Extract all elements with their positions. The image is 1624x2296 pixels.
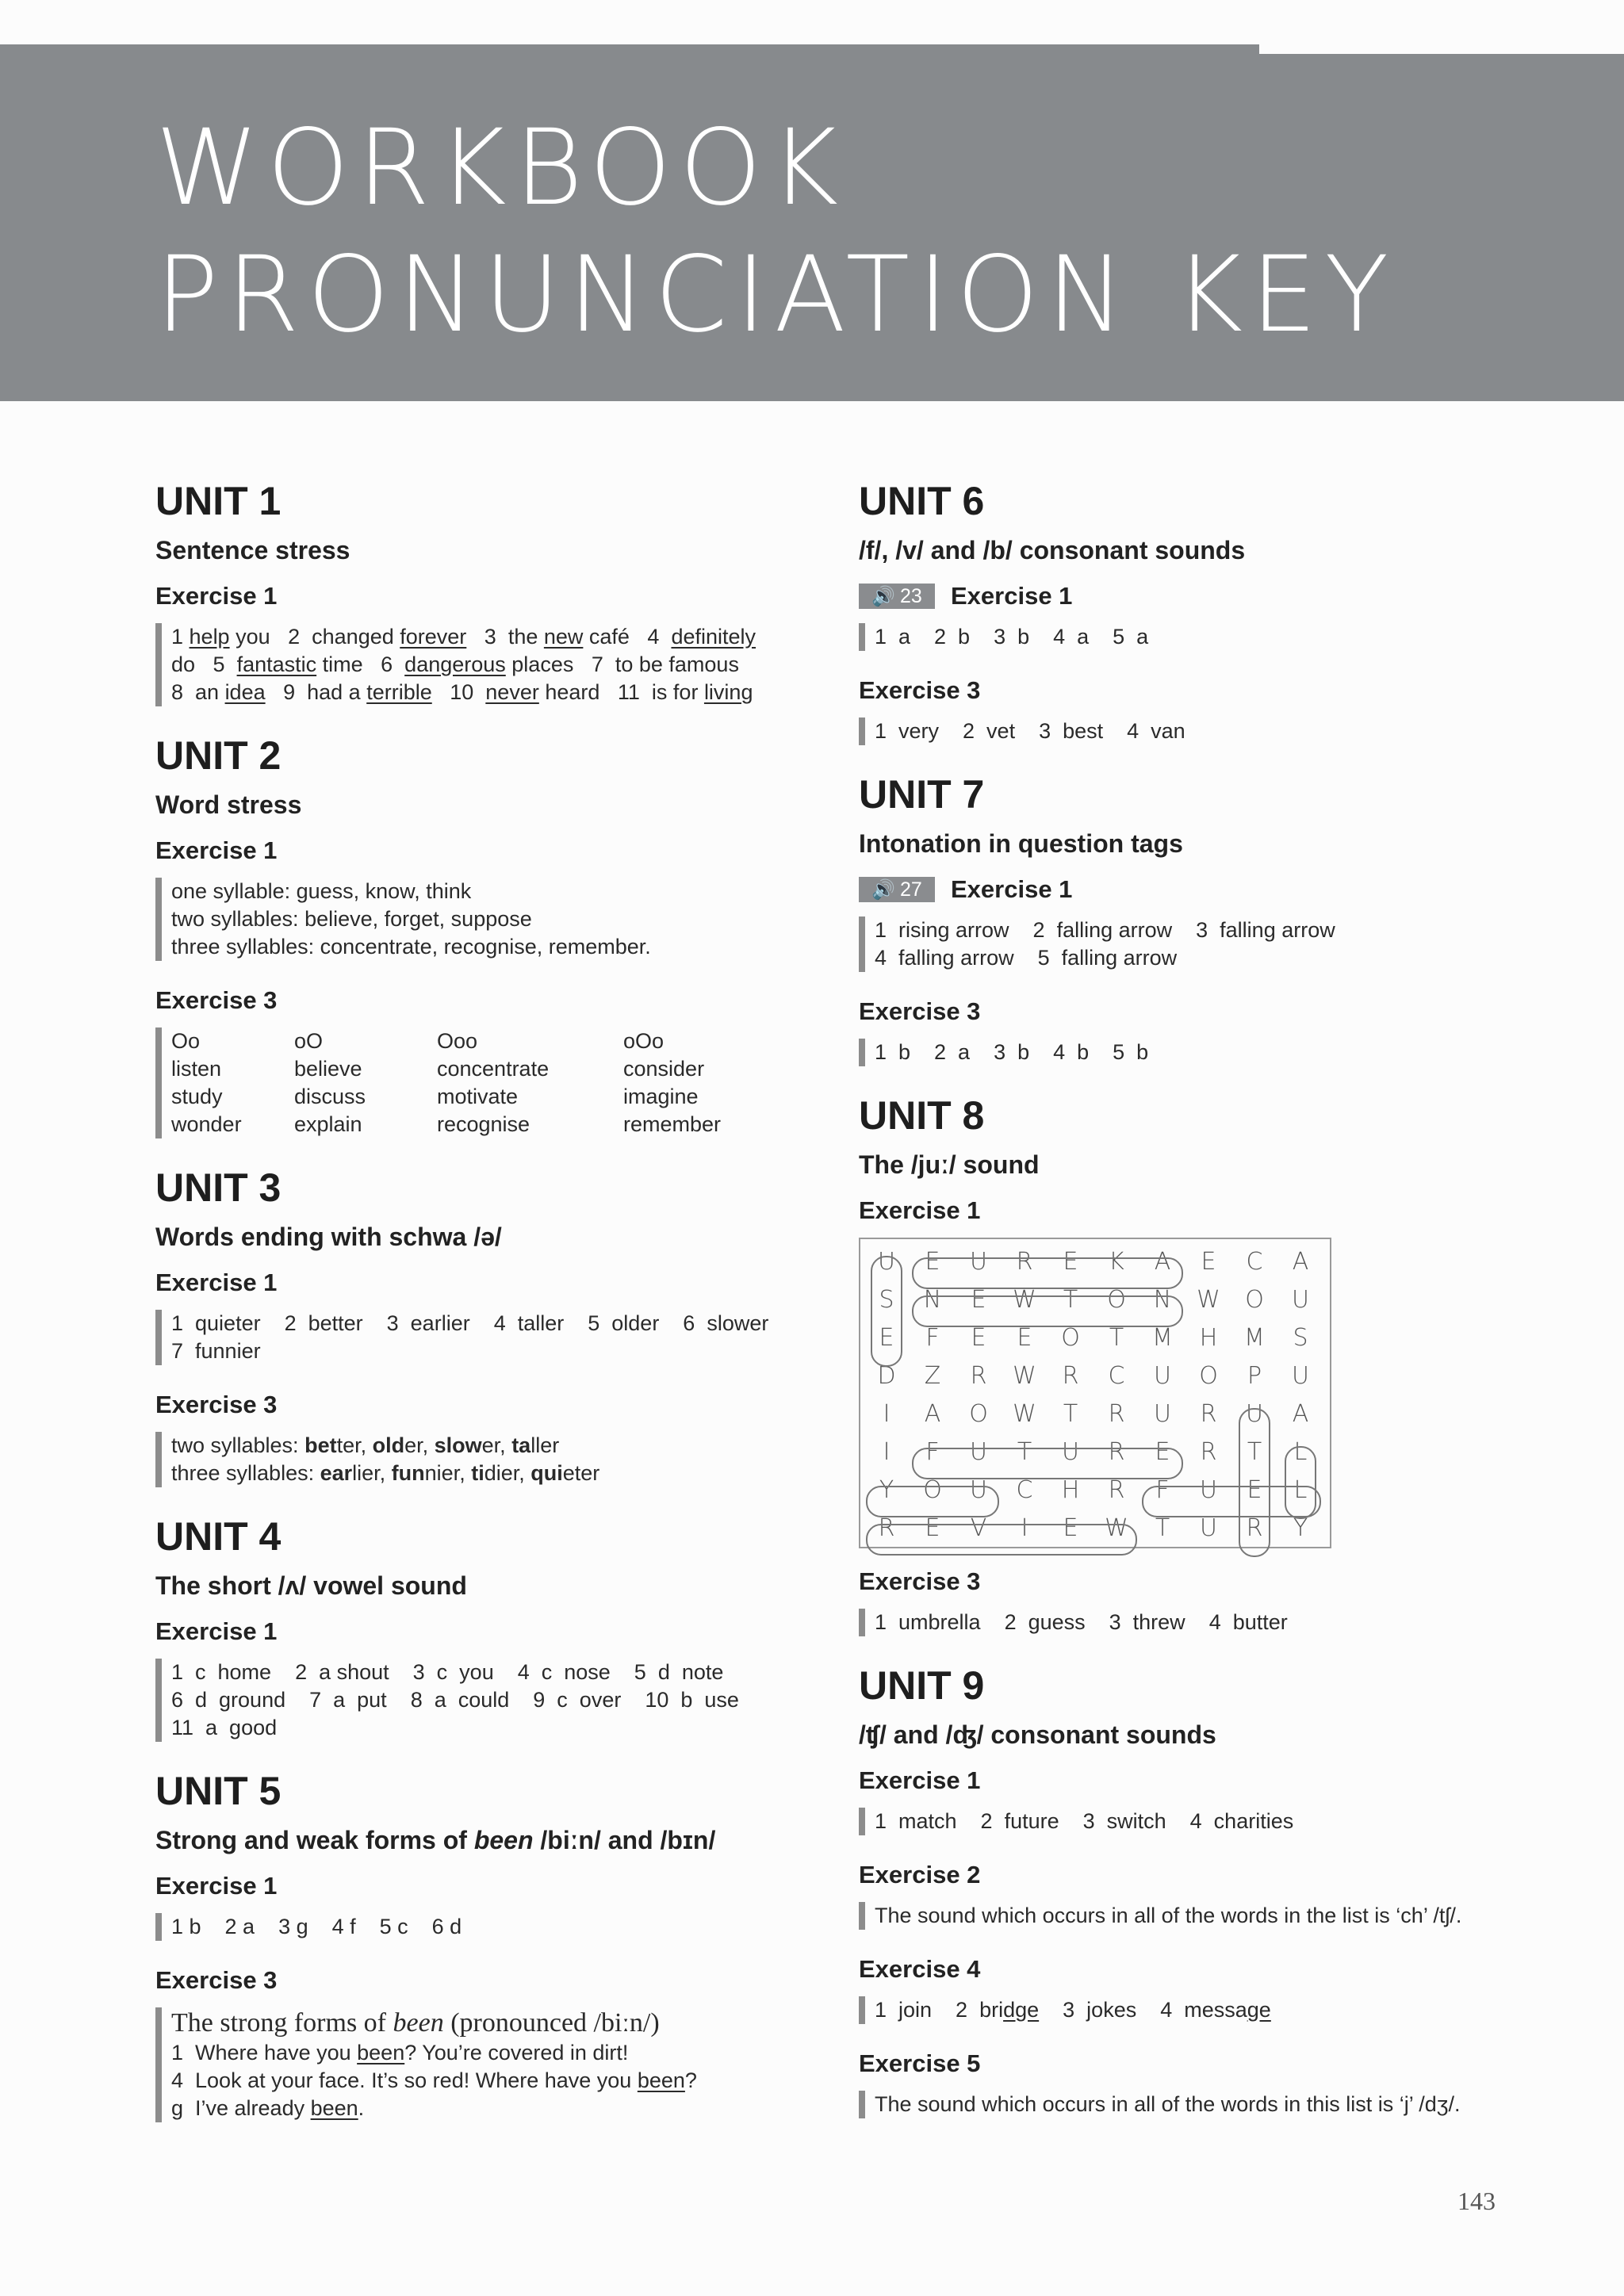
exercise-heading xyxy=(155,1965,806,1996)
exercise-title: Exercise 1 xyxy=(859,1196,981,1224)
table-cell: motivate xyxy=(437,1085,519,1108)
unit-topic: /ʧ/ and /ʤ/ consonant sounds xyxy=(859,1720,1216,1749)
wordsearch-letter: A xyxy=(1154,1247,1171,1276)
answer-line xyxy=(171,2039,806,2067)
underlined-stress: never xyxy=(485,680,539,704)
wordsearch-letter: N xyxy=(1153,1285,1172,1314)
answer-text: 3 jokes 4 messa xyxy=(1039,1998,1247,2022)
unit-heading: UNIT 8 xyxy=(859,1093,985,1138)
answer-block xyxy=(155,623,806,706)
table-cell: oO xyxy=(294,1029,324,1053)
answer-text: three syllables: xyxy=(171,1461,320,1485)
audio-track-badge xyxy=(859,877,935,902)
table-cell: believe xyxy=(294,1057,362,1081)
unit-topic: Sentence stress xyxy=(155,536,350,564)
wordsearch-letter: R xyxy=(1200,1437,1217,1466)
answer-text: lier, xyxy=(352,1461,392,1485)
underlined-stress: fantastic xyxy=(236,652,317,676)
underlined-stress: idea xyxy=(224,680,266,704)
answer-text: two syllables: xyxy=(171,1433,305,1457)
audio-track-badge xyxy=(859,584,935,609)
exercise-title: Exercise 1 xyxy=(155,1269,278,1296)
emphasis-been: been xyxy=(473,1826,534,1854)
underlined-stress: been xyxy=(637,2068,685,2092)
answer-block xyxy=(859,718,1525,745)
answer-line xyxy=(875,944,1525,972)
wordsearch-letter: O xyxy=(1199,1361,1218,1390)
wordsearch-letter: W xyxy=(1013,1399,1036,1428)
wordsearch-letter: T xyxy=(1109,1323,1124,1352)
wordsearch-letter: C xyxy=(1016,1475,1033,1504)
underlined-stress: definitely xyxy=(671,625,756,649)
answer-line xyxy=(171,878,806,905)
page-number: 143 xyxy=(1457,2187,1496,2215)
unit-heading: UNIT 4 xyxy=(155,1514,282,1559)
answer-text: The sound which occurs in all of the words in this list is ‘j’ /dʒ/. xyxy=(875,2092,1461,2116)
answer-line xyxy=(875,1039,1525,1066)
wordsearch-letter: E xyxy=(971,1285,986,1314)
answer-block xyxy=(155,1659,806,1742)
page-title xyxy=(155,105,1396,358)
answer-line xyxy=(171,933,806,961)
exercise-title: Exercise 3 xyxy=(859,676,981,704)
page-title-line-2: PRONUNCIATION KEY xyxy=(155,234,1397,356)
answer-line xyxy=(875,916,1525,944)
wordsearch-letter: R xyxy=(1016,1247,1033,1276)
unit-heading: UNIT 3 xyxy=(155,1165,282,1210)
exercise-heading xyxy=(859,1566,1525,1598)
exercise-title: Exercise 1 xyxy=(859,1766,981,1794)
answer-text: three syllables: concentrate, recognise, remember. xyxy=(171,935,651,959)
unit-topic: The /juː/ sound xyxy=(859,1150,1040,1179)
wordsearch-letter: S xyxy=(1293,1323,1308,1352)
answer-line xyxy=(875,1996,1525,2024)
exercise-title: Exercise 1 xyxy=(155,1872,278,1900)
unit-heading: UNIT 2 xyxy=(155,733,282,778)
underlined-stress: living xyxy=(703,680,753,704)
table-cell: remember xyxy=(623,1112,722,1136)
exercise-title: Exercise 4 xyxy=(859,1955,981,1983)
wordsearch-letter: T xyxy=(1063,1399,1078,1428)
exercise-heading xyxy=(859,1195,1525,1226)
table-cell: oOo xyxy=(623,1029,665,1053)
answer-text: do 5 xyxy=(171,652,237,676)
wordsearch-letter: O xyxy=(1107,1285,1126,1314)
stressed-syllable: ta xyxy=(511,1433,531,1457)
underlined-stress: help xyxy=(189,625,230,649)
unit-topic: Intonation in question tags xyxy=(859,829,1183,858)
answer-line xyxy=(875,718,1525,745)
answer-line xyxy=(171,651,806,679)
exercise-title: Exercise 1 xyxy=(155,582,278,610)
exercise-heading xyxy=(155,580,806,612)
wordsearch-letter: U xyxy=(970,1437,987,1466)
answer-text: . xyxy=(358,2096,365,2120)
stressed-syllable: ti xyxy=(471,1461,485,1485)
answer-text: 1 Where have you xyxy=(171,2041,358,2064)
underlined-stress: ge xyxy=(1247,1998,1271,2022)
wordsearch-letter: U xyxy=(1200,1475,1217,1504)
answer-text: ller xyxy=(530,1433,560,1457)
underlined-stress: been xyxy=(357,2041,405,2064)
answer-block xyxy=(155,1432,806,1487)
wordsearch-letter: D xyxy=(877,1361,896,1390)
wordsearch-letter: L xyxy=(1293,1475,1308,1504)
exercise-title: Exercise 5 xyxy=(859,2049,981,2077)
table-cell: concentrate xyxy=(437,1057,550,1081)
answer-block xyxy=(859,916,1525,972)
stressed-syllable: qui xyxy=(530,1461,563,1485)
answer-line xyxy=(171,1913,806,1941)
wordsearch-letter: P xyxy=(1247,1361,1262,1390)
answer-text: nier, xyxy=(424,1461,472,1485)
answer-line xyxy=(171,1310,806,1337)
answer-line xyxy=(171,1686,806,1714)
underlined-stress: new xyxy=(543,625,584,649)
answer-text: 4 falling arrow 5 falling arrow xyxy=(875,946,1178,970)
wordsearch-letter: T xyxy=(1017,1437,1032,1466)
stressed-syllable: old xyxy=(372,1433,405,1457)
track-number: 23 xyxy=(900,584,922,607)
wordsearch-letter: E xyxy=(925,1513,940,1542)
wordsearch-letter: U xyxy=(970,1475,987,1504)
wordsearch-letter: A xyxy=(1292,1247,1309,1276)
answer-block xyxy=(859,2091,1525,2118)
unit-section xyxy=(155,1766,806,2122)
table-cell: consider xyxy=(623,1057,705,1081)
unit-section xyxy=(155,1511,806,1742)
answer-text: two syllables: believe, forget, suppose xyxy=(171,907,532,931)
unit-heading: UNIT 9 xyxy=(859,1663,985,1708)
wordsearch-grid xyxy=(859,1238,1331,1548)
exercise-heading xyxy=(859,580,1525,612)
exercise-heading xyxy=(859,996,1525,1027)
wordsearch-letter: W xyxy=(1105,1513,1128,1542)
table-cell: imagine xyxy=(623,1085,699,1108)
table-cell: study xyxy=(171,1085,223,1108)
underlined-stress: dge xyxy=(1003,1998,1040,2022)
speaker-icon: 🔊 xyxy=(871,878,896,901)
wordsearch-wrap xyxy=(859,1238,1335,1548)
table-cell: Ooo xyxy=(437,1029,478,1053)
unit-section xyxy=(859,1090,1525,1636)
exercise-heading xyxy=(155,1870,806,1902)
answer-text: 1 rising arrow 2 falling arrow 3 falling arrow xyxy=(875,918,1335,942)
wordsearch-letter: E xyxy=(1155,1437,1170,1466)
wordsearch-letter: R xyxy=(1108,1437,1125,1466)
unit-heading: UNIT 1 xyxy=(155,479,282,523)
underlined-stress: terrible xyxy=(366,680,432,704)
stressed-syllable: fun xyxy=(391,1461,425,1485)
answer-line xyxy=(171,1460,806,1487)
answer-line xyxy=(171,2095,806,2122)
unit-topic: Word stress xyxy=(155,790,302,819)
speaker-icon: 🔊 xyxy=(871,585,896,607)
wordsearch-letter: U xyxy=(1062,1437,1079,1466)
wordsearch-letter: S xyxy=(879,1285,894,1314)
wordsearch-letter: C xyxy=(1108,1361,1125,1390)
answer-line xyxy=(171,2067,806,2095)
answer-block xyxy=(859,623,1525,651)
wordsearch-letter: O xyxy=(1061,1323,1080,1352)
answer-text: 1 b 2 a 3 b 4 b 5 b xyxy=(875,1040,1149,1064)
wordsearch-letter: U xyxy=(1292,1285,1309,1314)
answer-text: 1 xyxy=(171,625,190,649)
exercise-heading xyxy=(859,2048,1525,2080)
wordsearch-letter: F xyxy=(925,1437,940,1466)
wordsearch-letter: A xyxy=(924,1399,941,1428)
wordsearch-letter: W xyxy=(1013,1285,1036,1314)
answer-text: 1 umbrella 2 guess 3 threw 4 butter xyxy=(875,1610,1288,1634)
wordsearch-letter: E xyxy=(971,1323,986,1352)
wordsearch-letter: E xyxy=(1063,1513,1078,1542)
exercise-heading xyxy=(859,1954,1525,1985)
answer-text: eter xyxy=(562,1461,600,1485)
unit-heading: UNIT 6 xyxy=(859,479,985,523)
underlined-stress: been xyxy=(310,2096,358,2120)
answer-block xyxy=(859,1609,1525,1636)
answer-text: er, xyxy=(481,1433,512,1457)
wordsearch-letter: R xyxy=(878,1513,895,1542)
answer-text: 1 a 2 b 3 b 4 a 5 a xyxy=(875,625,1149,649)
answer-text: g I’ve already xyxy=(171,2096,311,2120)
unit-topic: Strong and weak forms of been /biːn/ and /bɪn/ xyxy=(155,1826,716,1854)
answer-line xyxy=(171,1714,806,1742)
underlined-stress: forever xyxy=(400,625,467,649)
exercise-title: Exercise 1 xyxy=(155,836,278,864)
answer-line xyxy=(875,623,1525,651)
unit-section xyxy=(859,476,1525,745)
exercise-heading xyxy=(859,1859,1525,1891)
answer-text: café 4 xyxy=(583,625,672,649)
banner-notch xyxy=(1259,36,1624,54)
wordsearch-letter: C xyxy=(1246,1247,1263,1276)
exercise-title: Exercise 3 xyxy=(859,1567,981,1595)
answer-text: ? xyxy=(684,2068,697,2092)
answer-text: 3 the xyxy=(466,625,544,649)
answer-text: 1 c home 2 a shout 3 c you 4 c nose 5 d note xyxy=(171,1660,724,1684)
answer-line xyxy=(875,1609,1525,1636)
wordsearch-letter: H xyxy=(1199,1323,1218,1352)
answer-block xyxy=(155,878,806,961)
wordsearch-letter: Z xyxy=(924,1361,941,1390)
wordsearch-letter: E xyxy=(879,1323,894,1352)
answer-line xyxy=(171,1337,806,1365)
wordsearch-letter: F xyxy=(925,1323,940,1352)
table-cell: explain xyxy=(294,1112,362,1136)
table-cell: wonder xyxy=(171,1112,242,1136)
wordsearch-letter: R xyxy=(1246,1513,1263,1542)
wordsearch-letter: W xyxy=(1013,1361,1036,1390)
exercise-heading xyxy=(155,835,806,867)
answer-text: 4 Look at your face. It’s so red! Where have you xyxy=(171,2068,638,2092)
wordsearch-letter: U xyxy=(1292,1361,1309,1390)
exercise-title: Exercise 3 xyxy=(155,1391,278,1418)
wordsearch-letter: M xyxy=(1152,1323,1173,1352)
stressed-syllable: slow xyxy=(434,1433,482,1457)
exercise-title: Exercise 1 xyxy=(951,875,1073,903)
wordsearch-letter: R xyxy=(1062,1361,1079,1390)
wordsearch-letter: U xyxy=(1154,1399,1171,1428)
exercise-title: Exercise 1 xyxy=(951,582,1073,610)
answer-text: 7 funnier xyxy=(171,1339,261,1363)
exercise-heading xyxy=(859,1765,1525,1797)
answer-line xyxy=(171,679,806,706)
answer-text: 8 an xyxy=(171,680,225,704)
answer-text: er, xyxy=(404,1433,435,1457)
wordsearch-letter: U xyxy=(1246,1399,1263,1428)
answer-text: 11 a good xyxy=(171,1716,278,1739)
wordsearch-letter: U xyxy=(1154,1361,1171,1390)
exercise-heading xyxy=(155,985,806,1016)
unit-section xyxy=(859,769,1525,1066)
unit-section xyxy=(859,1660,1525,2118)
wordsearch-letter: O xyxy=(923,1475,942,1504)
wordsearch-letter: F xyxy=(1155,1475,1170,1504)
exercise-heading xyxy=(155,1616,806,1647)
answer-block xyxy=(859,1902,1525,1930)
answer-text: 1 very 2 vet 3 best 4 van xyxy=(875,719,1185,743)
exercise-heading xyxy=(155,1389,806,1421)
answer-text: 9 had a xyxy=(265,680,367,704)
exercise-title: Exercise 3 xyxy=(155,1966,278,1994)
right-column xyxy=(859,476,1525,2142)
wordsearch-letter: V xyxy=(970,1513,987,1542)
wordsearch-letter: I xyxy=(883,1437,891,1466)
wordsearch-letter: R xyxy=(1108,1399,1125,1428)
unit-topic: /f/, /v/ and /b/ consonant sounds xyxy=(859,536,1246,564)
underlined-stress: dangerous xyxy=(404,652,506,676)
answer-block xyxy=(859,1808,1525,1835)
wordsearch-letter: T xyxy=(1063,1285,1078,1314)
answer-line xyxy=(171,905,806,933)
unit-heading: UNIT 7 xyxy=(859,772,985,817)
exercise-title: Exercise 1 xyxy=(155,1617,278,1645)
table-cell: Oo xyxy=(171,1029,201,1053)
answer-text: 1 join 2 bri xyxy=(875,1998,1004,2022)
wordsearch-letter: O xyxy=(1245,1285,1264,1314)
answer-block xyxy=(155,1310,806,1365)
exercise-heading xyxy=(859,874,1525,905)
unit-section xyxy=(155,476,806,706)
table-cell: discuss xyxy=(294,1085,366,1108)
answer-line xyxy=(171,1432,806,1460)
wordsearch-letter: U xyxy=(970,1247,987,1276)
exercise-title: Exercise 3 xyxy=(155,986,278,1014)
answer-text: 10 xyxy=(431,680,486,704)
answer-text: 1 b 2 a 3 g 4 f 5 c 6 d xyxy=(171,1915,462,1938)
stress-pattern-box xyxy=(155,1027,806,1138)
answer-text: you xyxy=(229,625,270,649)
wordsearch-letter: K xyxy=(1109,1247,1124,1276)
exercise-heading xyxy=(155,1267,806,1299)
unit-section xyxy=(155,1162,806,1487)
exercise-heading xyxy=(859,675,1525,706)
wordsearch-letter: I xyxy=(1021,1513,1028,1542)
answer-text: time 6 xyxy=(316,652,405,676)
wordsearch-letter: E xyxy=(925,1247,940,1276)
wordsearch-letter: L xyxy=(1293,1437,1308,1466)
wordsearch-letter: Y xyxy=(879,1475,894,1504)
answer-text: dier, xyxy=(484,1461,531,1485)
emphasis-been: been xyxy=(393,2008,444,2038)
answer-text: ter, xyxy=(336,1433,373,1457)
exercise-title: Exercise 3 xyxy=(859,997,981,1025)
answer-block xyxy=(859,1039,1525,1066)
page-title-line-1: WORKBOOK xyxy=(155,107,847,229)
answer-text: places 7 to be famous xyxy=(505,652,739,676)
answer-block xyxy=(155,2007,806,2122)
answer-text: 2 changed xyxy=(270,625,400,649)
wordsearch-letter: R xyxy=(1200,1399,1217,1428)
answer-line xyxy=(171,623,806,651)
left-column xyxy=(155,476,806,2146)
answer-text: 6 d ground 7 a put 8 a could 9 c over 10 b use xyxy=(171,1688,739,1712)
table-cell: listen xyxy=(171,1057,222,1081)
wordsearch-letter: R xyxy=(970,1361,987,1390)
wordsearch-letter: N xyxy=(923,1285,942,1314)
answer-text: ? You’re covered in dirt! xyxy=(404,2041,629,2064)
wordsearch-letter: R xyxy=(1108,1475,1125,1504)
wordsearch-letter: T xyxy=(1155,1513,1170,1542)
answer-block xyxy=(155,1913,806,1941)
wordsearch-letter: T xyxy=(1247,1437,1262,1466)
wordsearch-letter: O xyxy=(969,1399,988,1428)
wordsearch-letter: E xyxy=(1063,1247,1078,1276)
unit-topic: The short /ʌ/ vowel sound xyxy=(155,1571,467,1600)
wordsearch-letter: E xyxy=(1201,1247,1216,1276)
table-cell: recognise xyxy=(437,1112,530,1136)
wordsearch-letter: M xyxy=(1244,1323,1265,1352)
wordsearch-letter: U xyxy=(1200,1513,1217,1542)
track-number: 27 xyxy=(900,878,922,901)
wordsearch-letter: I xyxy=(883,1399,891,1428)
unit-heading: UNIT 5 xyxy=(155,1769,282,1813)
wordsearch-letter: A xyxy=(1292,1399,1309,1428)
stressed-syllable: bet xyxy=(304,1433,337,1457)
answer-text: 1 quieter 2 better 3 earlier 4 taller 5 older 6 slower xyxy=(171,1311,769,1335)
stress-pattern-table xyxy=(171,1027,806,1138)
strong-forms-heading: The strong forms of been (pronounced /biːn/) xyxy=(171,2008,660,2038)
wordsearch-letter: Y xyxy=(1293,1513,1308,1542)
answer-line xyxy=(875,1902,1525,1930)
stressed-syllable: ear xyxy=(320,1461,353,1485)
wordsearch-letter: W xyxy=(1197,1285,1220,1314)
wordsearch-letter: E xyxy=(1017,1323,1032,1352)
wordsearch-letter: E xyxy=(1247,1475,1262,1504)
answer-text: 1 match 2 future 3 switch 4 charities xyxy=(875,1809,1294,1833)
answer-line xyxy=(875,2091,1525,2118)
unit-topic: Words ending with schwa /ə/ xyxy=(155,1223,502,1251)
answer-line xyxy=(875,1808,1525,1835)
answer-line xyxy=(171,1659,806,1686)
answer-block xyxy=(859,1996,1525,2024)
answer-text: one syllable: guess, know, think xyxy=(171,879,472,903)
wordsearch-letter: H xyxy=(1061,1475,1080,1504)
exercise-title: Exercise 2 xyxy=(859,1861,981,1888)
unit-section xyxy=(155,730,806,1138)
answer-text: heard 11 is for xyxy=(538,680,704,704)
wordsearch-letter: U xyxy=(878,1247,895,1276)
answer-text: The sound which occurs in all of the words in the list is ‘ch’ /tʃ/. xyxy=(875,1904,1462,1927)
